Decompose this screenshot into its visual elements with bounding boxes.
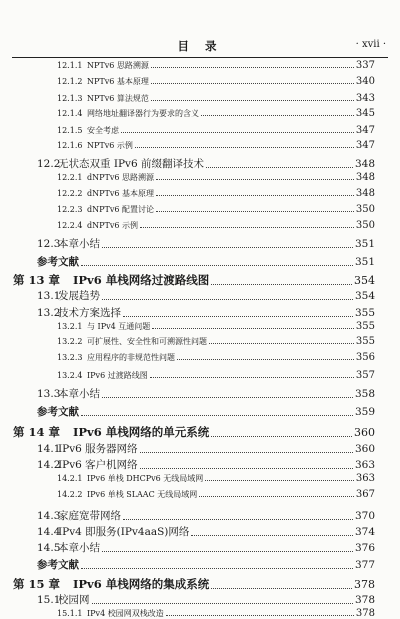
toc-entry-page: 350	[355, 204, 375, 216]
dot-leader	[121, 132, 354, 133]
dot-leader	[102, 247, 353, 248]
toc-entry-title: IPv6 过渡路线图	[87, 370, 148, 380]
toc-entry-title: NPTv6 思路溯源	[87, 61, 149, 70]
toc-entry-page: 357	[355, 369, 375, 381]
toc-entry	[37, 508, 375, 523]
dot-leader	[211, 588, 352, 589]
toc-entry-title: NPTv6 示例	[87, 140, 133, 150]
toc-entry	[57, 76, 375, 87]
toc-entry-page: 358	[354, 387, 375, 400]
toc-entry	[37, 404, 375, 419]
dot-leader	[81, 265, 353, 266]
toc-entry	[57, 188, 375, 199]
toc-entry-page: 337	[355, 60, 375, 71]
toc-entry-title: dNPTv6 配置讨论	[87, 205, 154, 215]
toc-entry	[37, 592, 375, 607]
toc-entry-title: dNPTv6 思路溯源	[87, 173, 154, 183]
toc-entry-number: 12.1.6	[57, 140, 83, 150]
toc-entry-title: 参考文献	[37, 255, 79, 268]
toc-entry-number: 13.2.2	[57, 337, 83, 347]
toc-entry	[57, 352, 375, 363]
toc-entry	[37, 305, 375, 320]
page-header	[12, 36, 388, 54]
toc-entry-title: 本章小结	[58, 541, 100, 554]
toc-entry-number: 12.1.1	[57, 61, 83, 70]
toc-entry-title: IPv6 单栈 SLAAC 无线局域网	[87, 490, 198, 500]
toc-entry	[37, 386, 375, 401]
toc-entry-page: 367	[355, 489, 375, 501]
toc-entry-number: 13.1	[37, 290, 61, 303]
toc-entry-page: 363	[355, 473, 375, 485]
toc-entry-title: 无状态双重 IPv6 前缀翻译技术	[58, 158, 204, 171]
toc-entry	[57, 172, 375, 183]
toc-entry-number: 12.2.4	[57, 221, 83, 231]
toc-entry-number: 12.2.3	[57, 205, 83, 215]
toc-entry-title: IPv6 服务器网络	[58, 442, 138, 455]
dot-leader	[102, 551, 353, 552]
toc-entry-number: 12.3	[37, 238, 61, 251]
toc-entry-number: 15.1.1	[57, 608, 83, 618]
dot-leader	[150, 377, 354, 378]
toc-entry-title: 可扩展性、安全性和可溯源性问题	[87, 337, 207, 347]
toc-entry	[57, 321, 375, 332]
toc-entry-title: NPTv6 基本原理	[87, 76, 149, 86]
dot-leader	[123, 316, 353, 317]
toc-entry	[57, 60, 375, 71]
toc-entry	[57, 220, 375, 231]
toc-entry-number: 13.2.4	[57, 370, 83, 380]
dot-leader	[81, 568, 353, 569]
toc-entry-page: 343	[355, 92, 375, 104]
toc-entry	[13, 424, 375, 440]
toc-entry-number: 第 15 章	[13, 576, 61, 591]
toc-entry-number: 12.2.1	[57, 173, 83, 183]
toc-entry-page: 355	[355, 321, 375, 333]
toc-entry	[13, 576, 375, 592]
toc-entry-page: 351	[354, 238, 375, 251]
toc-entry-page: 347	[355, 139, 375, 151]
dot-leader	[92, 603, 353, 604]
toc-entry-page: 370	[354, 509, 375, 522]
toc-entry-number: 12.1.4	[57, 108, 83, 118]
toc-entry-page: 348	[354, 158, 375, 171]
toc-entry-page: 374	[354, 525, 375, 538]
toc-entry-title: 家庭宽带网络	[58, 509, 121, 522]
toc-entry-page: 356	[355, 352, 375, 364]
toc-entry-title: 校园网	[58, 593, 90, 606]
toc-entry-page: 350	[355, 220, 375, 232]
toc-entry-page: 347	[355, 124, 375, 136]
dot-leader	[81, 415, 353, 416]
toc-entry	[37, 236, 375, 251]
toc-entry	[57, 473, 375, 484]
toc-entry-number: 第 13 章	[13, 273, 61, 288]
dot-leader	[191, 535, 353, 536]
toc-entry-page: 351	[354, 255, 375, 268]
toc-entry	[13, 272, 375, 288]
toc-entry	[57, 336, 375, 347]
dot-leader	[156, 179, 354, 180]
dot-leader	[151, 100, 354, 101]
toc-entry	[37, 441, 375, 456]
toc-entry-title: IPv6 单栈网络的集成系统	[73, 576, 210, 591]
dot-leader	[211, 436, 352, 437]
toc-entry-title: NPTv6 算法规范	[87, 93, 149, 103]
toc-entry-number: 12.1.3	[57, 93, 83, 103]
toc-entry-title: IPv6 单栈网络过渡路线图	[73, 273, 210, 288]
dot-leader	[199, 496, 354, 497]
toc-entry-page: 378	[355, 607, 375, 619]
dot-leader	[166, 615, 354, 616]
toc-entry-number: 13.3	[37, 387, 61, 400]
toc-entry-number: 12.1.2	[57, 76, 83, 86]
toc-entry-number: 14.1	[37, 442, 61, 455]
toc-entry-number: 14.2.2	[57, 490, 83, 500]
dot-leader	[211, 284, 352, 285]
page-number: · xvii ·	[355, 39, 386, 50]
toc-entry-page: 377	[354, 559, 375, 572]
toc-entry-title: 参考文献	[37, 406, 79, 419]
dot-leader	[177, 359, 354, 360]
dot-leader	[201, 115, 354, 116]
header-rule	[12, 57, 388, 58]
toc-entry-number: 13.2.3	[57, 353, 83, 363]
toc-entry-title: 应用程序的非规范性问题	[87, 353, 175, 363]
toc-entry-title: 发展趋势	[58, 290, 100, 303]
dot-leader	[156, 195, 354, 196]
toc-entry-title: 安全考虑	[87, 125, 119, 135]
toc-entry-page: 360	[354, 442, 375, 455]
dot-leader	[205, 480, 354, 481]
toc-entry	[57, 125, 375, 136]
toc-entry-page: 378	[354, 593, 375, 606]
toc-entry-page: 359	[354, 406, 375, 419]
toc-entry	[37, 254, 375, 269]
dot-leader	[206, 167, 353, 168]
toc-entry-number: 14.3	[37, 509, 61, 522]
toc-entry-title: IPv4 即服务(IPv4aaS)网络	[58, 525, 190, 538]
toc-entry-number: 14.2	[37, 459, 61, 472]
toc-entry-title: 与 IPv4 互通问题	[87, 322, 151, 332]
toc-entry-page: 340	[355, 75, 375, 87]
toc-entry-page: 348	[355, 188, 375, 200]
toc-entry-title: 本章小结	[58, 387, 100, 400]
toc-entry-title: IPv6 单栈网络的单元系统	[73, 424, 210, 439]
toc-entry-number: 12.2	[37, 158, 61, 171]
toc-entry-title: IPv6 单栈 DHCPv6 无线局域网	[87, 474, 204, 484]
dot-leader	[102, 299, 353, 300]
toc-entry-page: 354	[354, 290, 375, 303]
toc-entry	[37, 156, 375, 171]
toc-entry-title: dNPTv6 基本原理	[87, 189, 154, 199]
dot-leader	[140, 452, 353, 453]
dot-leader	[209, 343, 354, 344]
toc-entry-title: dNPTv6 示例	[87, 221, 138, 231]
toc-entry-number: 12.2.2	[57, 189, 83, 199]
toc-entry-title: 网络地址翻译器行为要求的含义	[87, 108, 199, 118]
toc-entry	[57, 108, 375, 119]
dot-leader	[135, 147, 354, 148]
toc-entry-number: 12.1.5	[57, 125, 83, 135]
toc-entry-page: 355	[354, 307, 375, 320]
toc-entry	[57, 489, 375, 500]
toc-entry	[57, 370, 375, 381]
toc-entry-title: 技术方案选择	[58, 307, 121, 320]
toc-entry	[37, 524, 375, 539]
toc-entry-page: 354	[354, 274, 375, 288]
toc-entry-page: 348	[355, 172, 375, 184]
toc-entry-number: 第 14 章	[13, 424, 61, 439]
toc-entry-number: 15.1	[37, 593, 61, 606]
toc-entry-page: 360	[354, 425, 375, 439]
toc-entry-title: IPv6 客户机网络	[58, 459, 138, 472]
toc-entry	[37, 557, 375, 572]
page-title: 目 录	[177, 39, 223, 53]
toc-entry-number: 14.4	[37, 525, 61, 538]
toc-entry-title: IPv4 校园网双栈改造	[87, 608, 164, 618]
dot-leader	[156, 211, 354, 212]
toc-entry-page: 378	[354, 577, 375, 591]
toc-entry	[57, 204, 375, 215]
toc-entry	[57, 140, 375, 151]
dot-leader	[151, 83, 354, 84]
toc-entry	[37, 457, 375, 472]
toc-entry	[37, 288, 375, 303]
toc-entry-page: 355	[355, 336, 375, 348]
dot-leader	[102, 397, 353, 398]
toc-entry-number: 14.5	[37, 541, 61, 554]
toc-entry-title: 本章小结	[58, 238, 100, 251]
toc-entry	[57, 608, 375, 619]
toc-entry	[57, 93, 375, 104]
toc-entry-page: 363	[354, 459, 375, 472]
dot-leader	[151, 67, 354, 68]
dot-leader	[140, 227, 354, 228]
toc-entry	[37, 540, 375, 555]
dot-leader	[123, 519, 353, 520]
toc-entry-number: 14.2.1	[57, 474, 83, 484]
dot-leader	[140, 468, 353, 469]
toc-entry-number: 13.2	[37, 307, 61, 320]
toc-entry-number: 13.2.1	[57, 322, 83, 332]
toc-entry-title: 参考文献	[37, 559, 79, 572]
dot-leader	[152, 328, 354, 329]
toc-entry-page: 376	[354, 541, 375, 554]
toc-entry-page: 345	[355, 107, 375, 119]
